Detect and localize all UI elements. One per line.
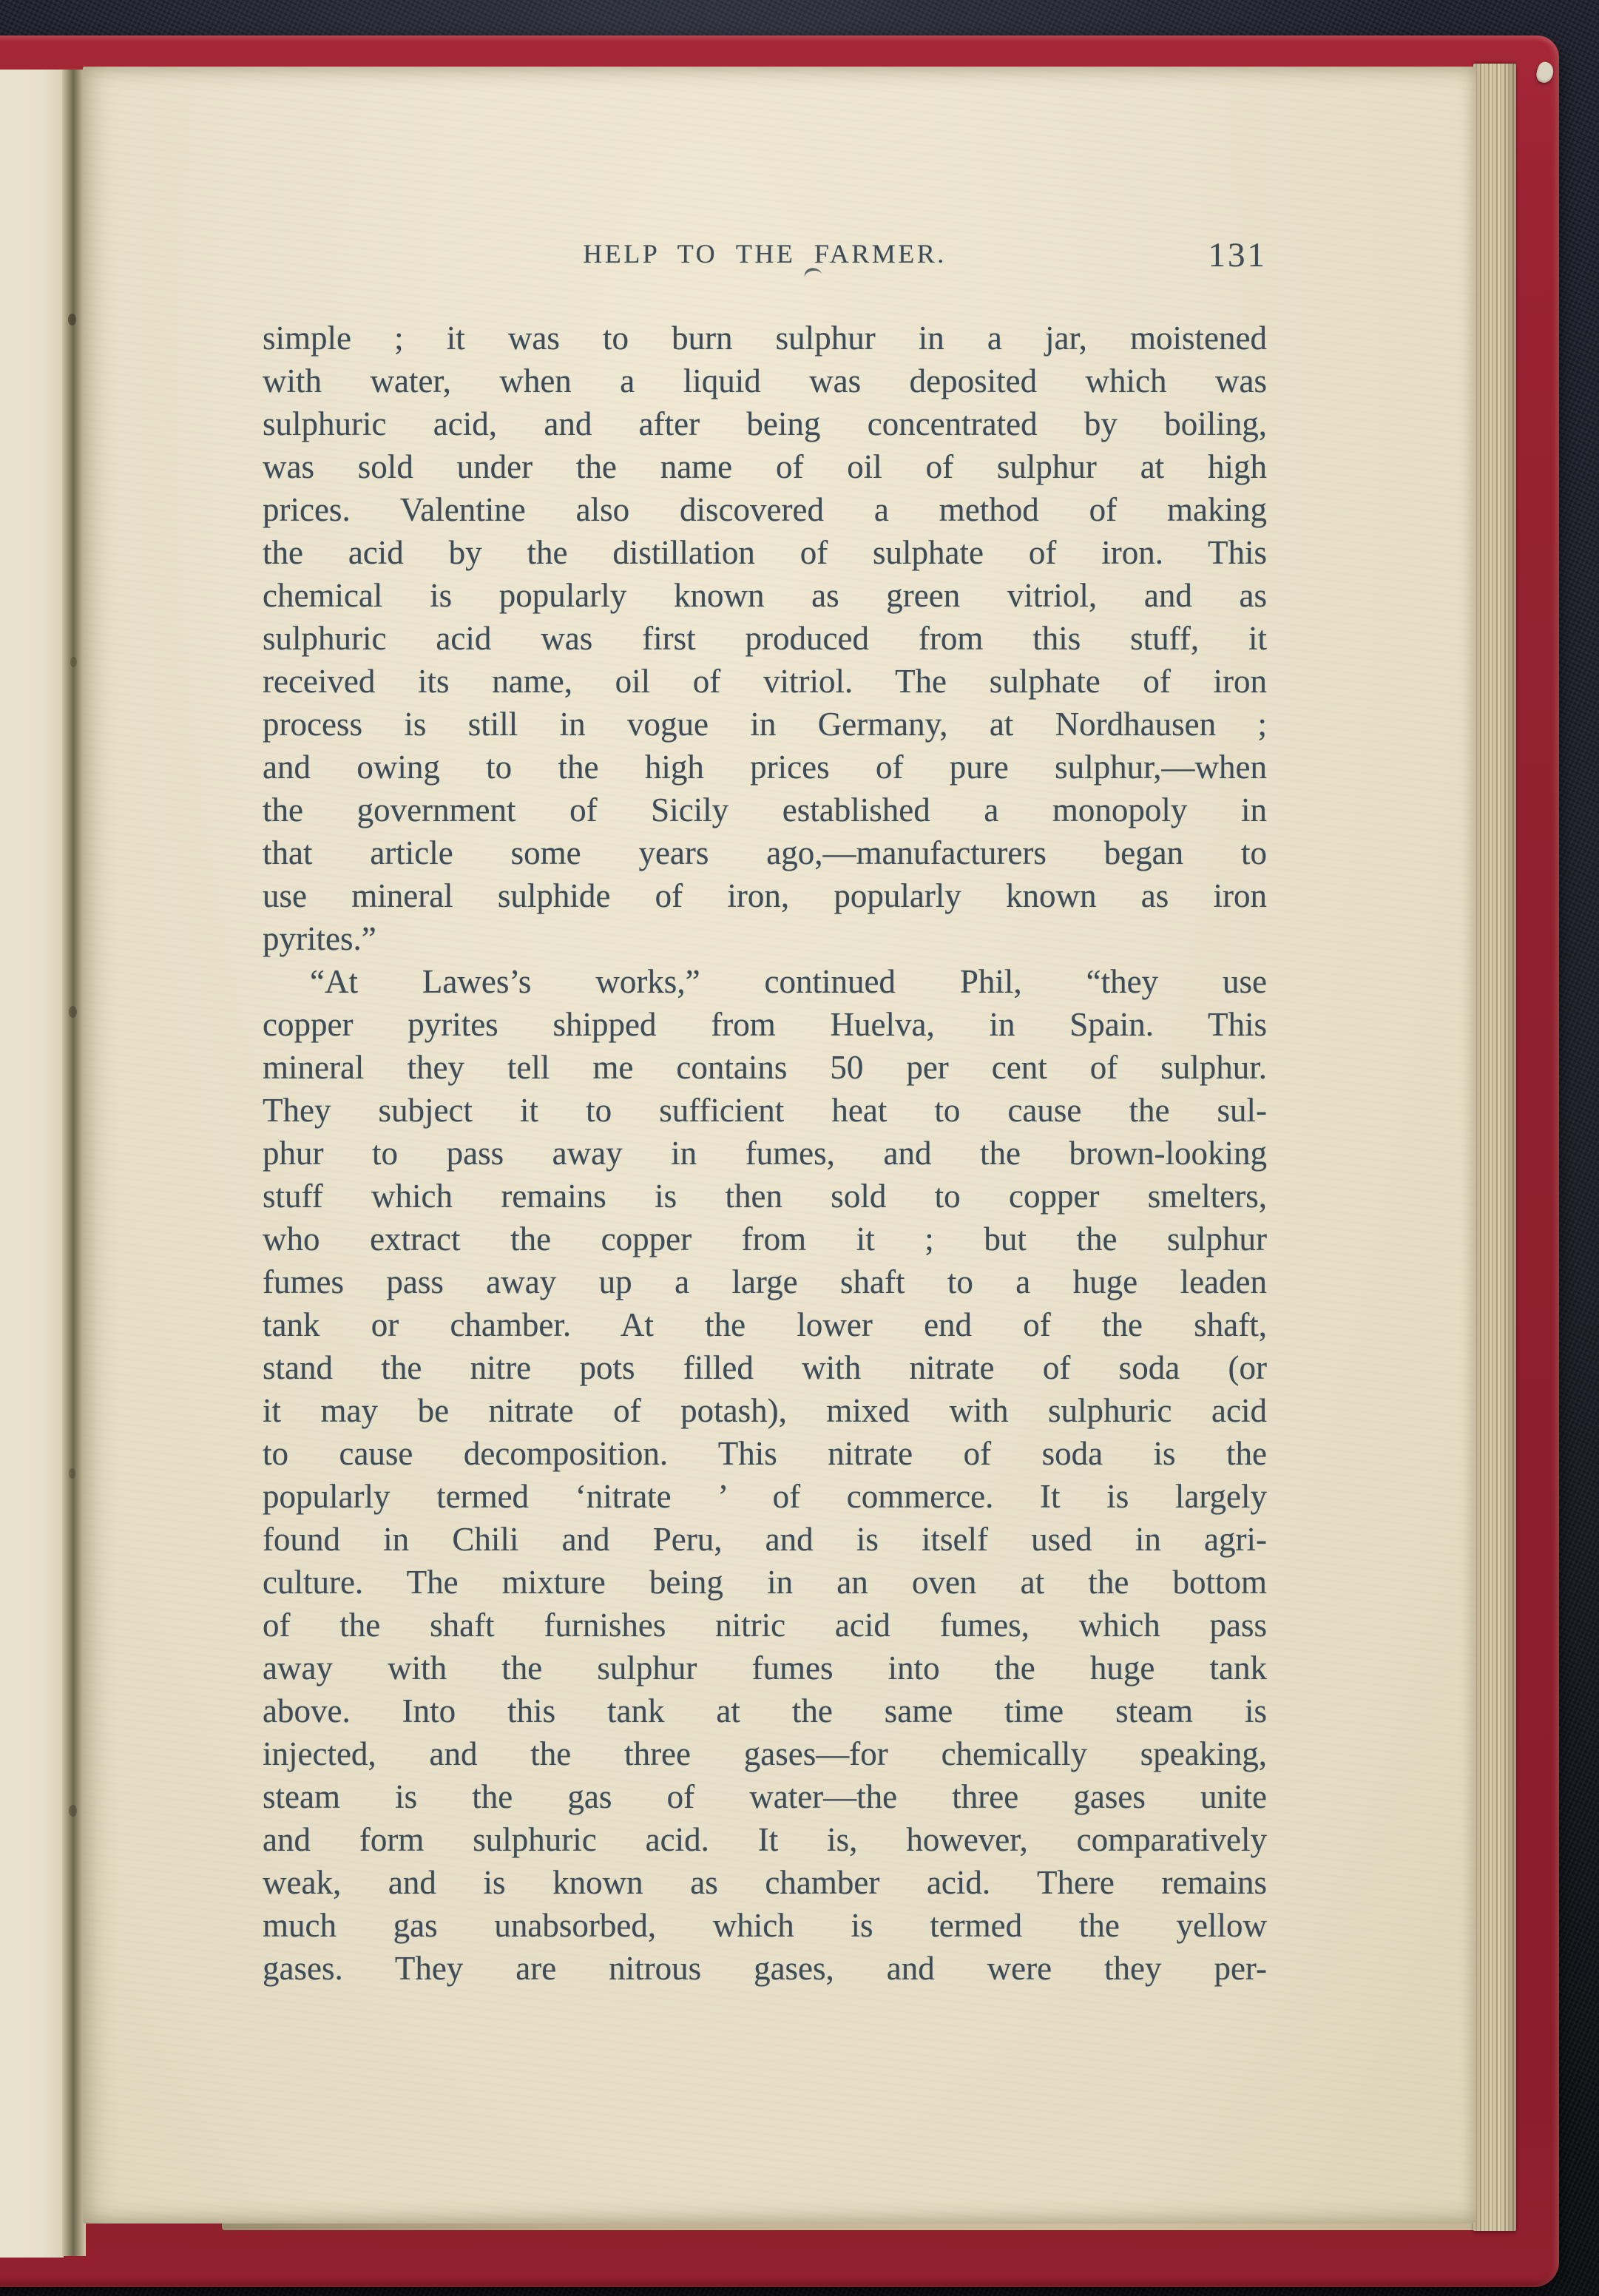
text-line: to cause decomposition. This nitrate of soda is the <box>263 1435 1267 1472</box>
text-line: popularly termed ‘nitrate ’ of commerce. It is largely <box>263 1478 1267 1515</box>
body-text <box>263 317 1267 1990</box>
text-line: who extract the copper from it ; but the sulphur <box>263 1220 1267 1257</box>
text-line: sulphuric acid was first produced from this stuff, it <box>263 620 1267 657</box>
text-line: culture. The mixture being in an oven at the bottom <box>263 1564 1267 1601</box>
page-title: HELP TO THE FARMER. <box>583 239 947 269</box>
text-line: it may be nitrate of potash), mixed with sulphuric acid <box>263 1392 1267 1429</box>
text-line: the acid by the distillation of sulphate of iron. This <box>263 534 1267 571</box>
text-line: sulphuric acid, and after being concentrated by boiling, <box>263 405 1267 442</box>
text-line: gases. They are nitrous gases, and were they per- <box>263 1950 1267 1987</box>
text-line: stand the nitre pots filled with nitrate of soda (or <box>263 1349 1267 1386</box>
page-edges-right <box>1473 64 1516 2231</box>
text-line: much gas unabsorbed, which is termed the yellow <box>263 1907 1267 1944</box>
text-line: was sold under the name of oil of sulphur at high <box>263 448 1267 485</box>
text-line: found in Chili and Peru, and is itself used in agri- <box>263 1521 1267 1558</box>
running-head <box>263 235 1267 272</box>
text-line: weak, and is known as chamber acid. There remains <box>263 1864 1267 1901</box>
text-line: prices. Valentine also discovered a method of making <box>263 491 1267 528</box>
text-line: pyrites.” <box>263 920 376 957</box>
text-line: use mineral sulphide of iron, popularly known as iron <box>263 877 1267 914</box>
text-line: chemical is popularly known as green vitriol, and as <box>263 577 1267 614</box>
text-line: “At Lawes’s works,” continued Phil, “they use <box>310 963 1267 1000</box>
text-line: phur to pass away in fumes, and the brown-looking <box>263 1135 1267 1172</box>
text-line: stuff which remains is then sold to copper smelters, <box>263 1178 1267 1215</box>
facing-page-edge <box>0 70 64 2258</box>
text-line: and form sulphuric acid. It is, however, comparatively <box>263 1821 1267 1858</box>
text-line: away with the sulphur fumes into the huge tank <box>263 1650 1267 1686</box>
text-line: that article some years ago,—manufacturers began to <box>263 834 1267 871</box>
text-line: the government of Sicily established a monopoly in <box>263 791 1267 828</box>
text-line: process is still in vogue in Germany, at Nordhausen ; <box>263 706 1267 743</box>
text-line: above. Into this tank at the same time steam is <box>263 1692 1267 1729</box>
text-line: tank or chamber. At the lower end of the shaft, <box>263 1306 1267 1343</box>
text-line: and owing to the high prices of pure sulphur,—when <box>263 749 1267 786</box>
book-page <box>83 67 1476 2224</box>
text-line: mineral they tell me contains 50 per cent of sulphur. <box>263 1049 1267 1086</box>
text-line: copper pyrites shipped from Huelva, in Spain. This <box>263 1006 1267 1043</box>
text-line: of the shaft furnishes nitric acid fumes, which pass <box>263 1607 1267 1644</box>
page-number: 131 <box>1208 236 1267 274</box>
text-line: received its name, oil of vitriol. The sulphate of iron <box>263 663 1267 700</box>
text-line: steam is the gas of water—the three gases unite <box>263 1778 1267 1815</box>
text-line: They subject it to sufficient heat to cause the sul- <box>263 1092 1267 1129</box>
text-line: with water, when a liquid was deposited which was <box>263 362 1267 399</box>
text-line: simple ; it was to burn sulphur in a jar, moistened <box>263 320 1267 357</box>
text-line: fumes pass away up a large shaft to a huge leaden <box>263 1263 1267 1300</box>
text-line: injected, and the three gases—for chemically speaking, <box>263 1735 1267 1772</box>
